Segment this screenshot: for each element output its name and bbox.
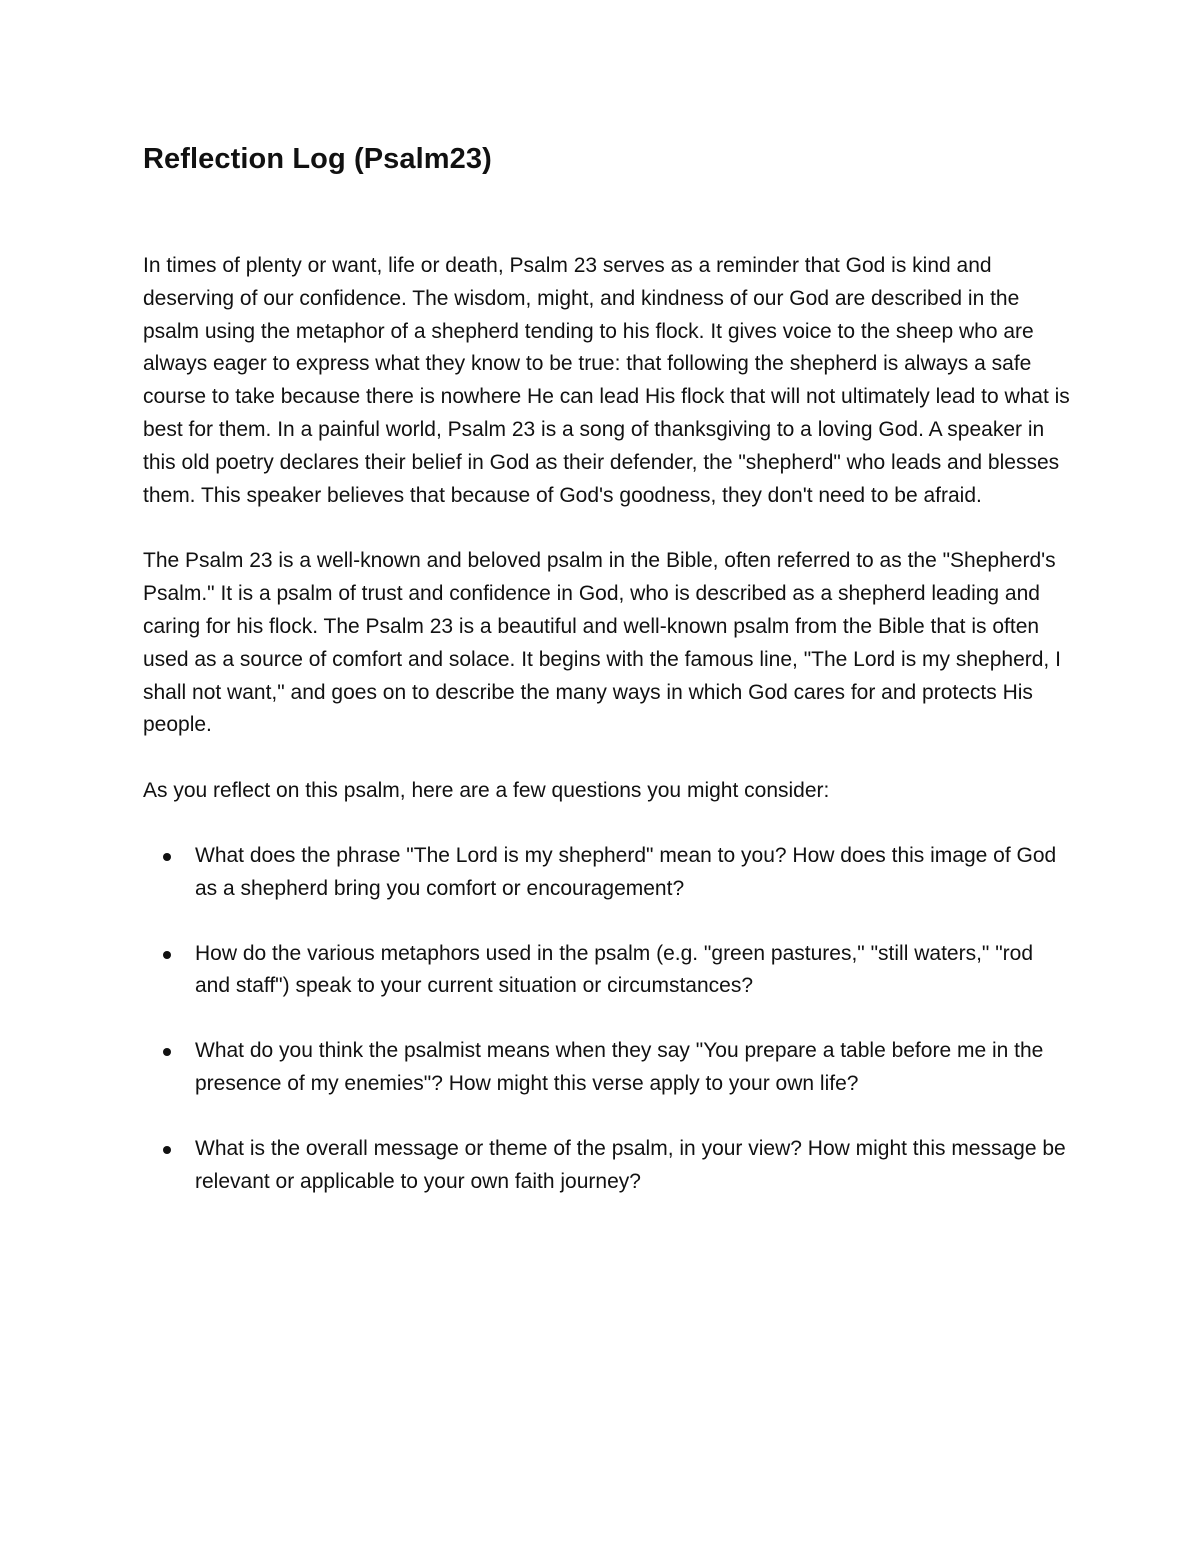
list-item <box>143 938 1073 1004</box>
list-item <box>143 840 1073 906</box>
question-text: How do the various metaphors used in the psalm (e.g. "green pastures," "still waters," "rod and staff") speak to your current situation or circumstances? <box>195 941 1034 998</box>
question-text: What is the overall message or theme of the psalm, in your view? How might this message be relevant or applicable to your own faith journey? <box>195 1136 1066 1193</box>
bullet-icon <box>163 853 171 861</box>
questions-intro: As you reflect on this psalm, here are a few questions you might consider: <box>143 779 830 803</box>
list-item <box>143 1133 1073 1199</box>
background-paragraph: The Psalm 23 is a well-known and beloved psalm in the Bible, often referred to as the "Shepherd's Psalm." It is a psalm of trust and confidence in God, who is described as a shepherd leading and caring for his flock. The Psalm 23 is a beautiful and well-known psalm from the Bible that is often used as a source of comfort and solace. It begins with the famous line, "The Lord is my shepherd, I shall not want," and goes on to describe the many ways in which God cares for and protects His people. <box>143 549 1061 737</box>
bullet-icon <box>163 951 171 959</box>
list-item <box>143 1035 1073 1101</box>
bullet-icon <box>163 1048 171 1056</box>
question-text: What do you think the psalmist means when they say "You prepare a table before me in the presence of my enemies"? How might this verse apply to your own life? <box>195 1039 1044 1095</box>
document-page <box>143 138 1073 1230</box>
intro-paragraph: In times of plenty or want, life or death, Psalm 23 serves as a reminder that God is kind and deserving of our confidence. The wisdom, might, and kindness of our God are described in the psalm using the metaphor of a shepherd tending to his flock. It gives voice to the sheep who are always eager to express what they know to be true: that following the shepherd is always a safe course to take because there is nowhere He can lead His flock that will not ultimately lead to what is best for them. In a painful world, Psalm 23 is a song of thanksgiving to a loving God. A speaker in this old poetry declares their belief in God as their defender, the "shepherd" who leads and blesses them. This speaker believes that because of God's goodness, they don't need to be afraid. <box>143 254 1070 507</box>
question-list <box>143 840 1073 1198</box>
page-title: Reflection Log (Psalm23) <box>143 143 492 175</box>
question-text: What does the phrase "The Lord is my shepherd" mean to you? How does this image of God as a shepherd bring you comfort or encouragement? <box>195 843 1057 900</box>
bullet-icon <box>163 1146 171 1154</box>
